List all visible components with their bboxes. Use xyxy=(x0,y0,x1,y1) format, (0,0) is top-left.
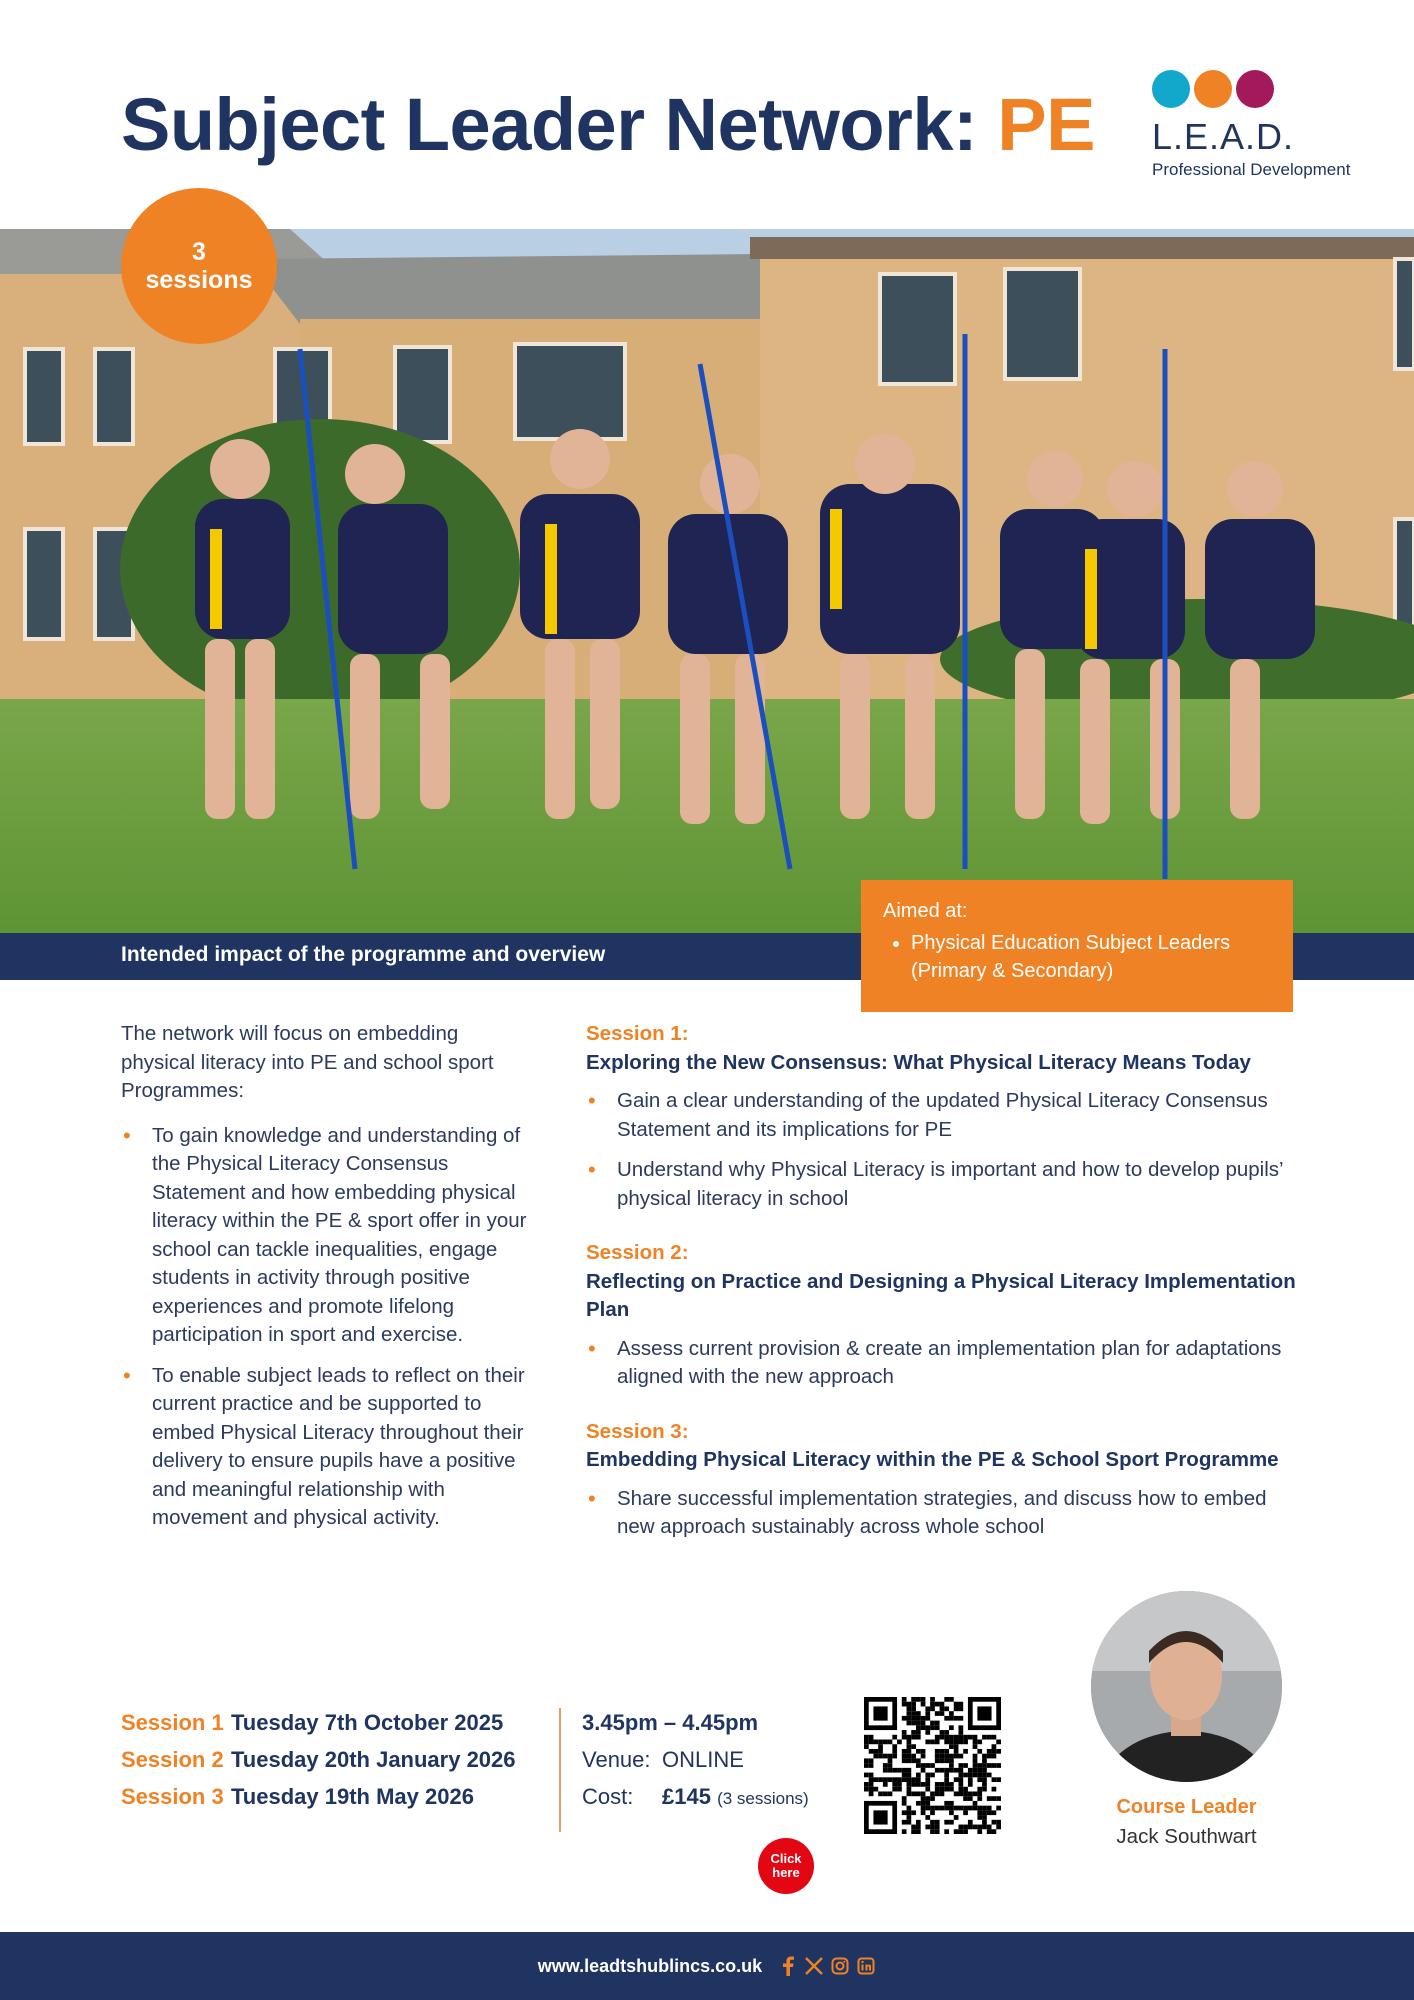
qr-code-graphic xyxy=(864,1697,1001,1834)
date-row xyxy=(121,1704,516,1741)
session-title: Embedding Physical Literacy within the PE & School Sport Programme xyxy=(586,1448,1279,1471)
click-line1: Click xyxy=(770,1851,802,1866)
badge-unit: sessions xyxy=(145,266,253,294)
overview-column xyxy=(121,1020,536,1545)
session-title: Reflecting on Practice and Designing a Physical Literacy Implementation Plan xyxy=(586,1269,1296,1321)
date-label: Session 3 xyxy=(121,1784,224,1809)
aimed-at-item: • Physical Education Subject Leaders (Primary & Secondary) xyxy=(911,929,1271,985)
session-bullet: • Understand why Physical Literacy is important and how to develop pupils’ physical literacy in school xyxy=(586,1156,1306,1213)
course-details xyxy=(582,1704,809,1817)
session-bullet: • Share successful implementation strategies, and discuss how to embed new approach sustainably across whole school xyxy=(586,1485,1306,1542)
footer-content xyxy=(0,1932,1414,2000)
overview-bullet: • To gain knowledge and understanding of the Physical Literacy Consensus Statement and how embedding physical literacy within the PE & sport offer in your school can tackle inequalities, engage students in activity through positive experiences and promote lifelong participation in sport and exercise. xyxy=(121,1122,536,1350)
venue-row xyxy=(582,1741,809,1778)
session-3 xyxy=(586,1418,1306,1542)
facebook-icon[interactable] xyxy=(778,1956,798,1976)
instagram-icon[interactable] xyxy=(830,1956,850,1976)
overview-bullets xyxy=(121,1122,536,1533)
session-label: Session 2: xyxy=(586,1241,689,1264)
date-label: Session 2 xyxy=(121,1747,224,1772)
divider xyxy=(559,1708,561,1832)
click-here-button[interactable] xyxy=(758,1838,814,1894)
course-leader-photo xyxy=(1091,1591,1282,1782)
session-label: Session 3: xyxy=(586,1419,689,1443)
date-value: Tuesday 7th October 2025 xyxy=(231,1710,504,1735)
cost-value: £145 xyxy=(662,1784,711,1809)
session-1 xyxy=(586,1020,1306,1213)
title-main: Subject Leader Network: xyxy=(121,83,998,166)
session-bullets xyxy=(586,1335,1306,1392)
course-leader-label: Course Leader xyxy=(1116,1796,1257,1818)
page-title xyxy=(121,82,1095,167)
course-leader-name: Jack Southwart xyxy=(1116,1825,1257,1848)
x-icon[interactable] xyxy=(804,1956,824,1976)
overview-bullet: • To enable subject leads to reflect on their current practice and be supported to embed Physical Literacy throughout their delivery to ensure pupils have a positive and meaningful relationship with movement and physical activity. xyxy=(121,1362,536,1533)
social-links xyxy=(778,1956,876,1976)
cost-note: (3 sessions) xyxy=(717,1789,809,1808)
date-value: Tuesday 19th May 2026 xyxy=(231,1784,474,1809)
logo-subtitle: Professional Development xyxy=(1152,160,1351,179)
venue-value: ONLINE xyxy=(662,1747,744,1772)
website-link[interactable]: www.leadtshublincs.co.uk xyxy=(537,1955,763,1976)
logo-dot-orange xyxy=(1194,70,1232,108)
date-row xyxy=(121,1778,516,1815)
session-bullets xyxy=(586,1485,1306,1542)
session-bullet: • Assess current provision & create an implementation plan for adaptations aligned with the new approach xyxy=(586,1335,1306,1392)
avatar-illustration xyxy=(1091,1591,1282,1782)
date-label: Session 1 xyxy=(121,1710,224,1735)
session-bullet: • Gain a clear understanding of the updated Physical Literacy Consensus Statement and its implications for PE xyxy=(586,1087,1306,1144)
cost-row xyxy=(582,1778,809,1817)
logo-dot-cyan xyxy=(1152,70,1190,108)
sessions-badge xyxy=(121,188,277,344)
logo-dot-magenta xyxy=(1236,70,1274,108)
logo-wordmark: L.E.A.D. xyxy=(1152,116,1295,157)
badge-count: 3 xyxy=(192,238,206,266)
venue-label: Venue: xyxy=(582,1747,651,1772)
overview-heading: Intended impact of the programme and overview xyxy=(121,943,606,966)
session-bullets xyxy=(586,1087,1306,1213)
session-title: Exploring the New Consensus: What Physical Literacy Means Today xyxy=(586,1050,1251,1074)
qr-code[interactable] xyxy=(864,1697,1001,1834)
logo-dots xyxy=(1152,70,1382,108)
aimed-at-box xyxy=(861,880,1293,1012)
date-row xyxy=(121,1741,516,1778)
session-dates xyxy=(121,1704,516,1815)
overview-intro: The network will focus on embedding physical literacy into PE and school sport Programmes: xyxy=(121,1022,494,1102)
session-2 xyxy=(586,1239,1306,1392)
sessions-column xyxy=(586,1020,1306,1568)
cost-label: Cost: xyxy=(582,1784,634,1809)
aimed-at-list xyxy=(883,929,1271,985)
lead-logo xyxy=(1152,70,1382,180)
aimed-at-label: Aimed at: xyxy=(883,900,968,922)
time-value: 3.45pm – 4.45pm xyxy=(582,1710,759,1735)
click-line2: here xyxy=(772,1865,800,1880)
date-value: Tuesday 20th January 2026 xyxy=(231,1747,516,1772)
linkedin-icon[interactable] xyxy=(856,1956,876,1976)
session-label: Session 1: xyxy=(586,1022,689,1045)
title-accent: PE xyxy=(997,83,1095,166)
